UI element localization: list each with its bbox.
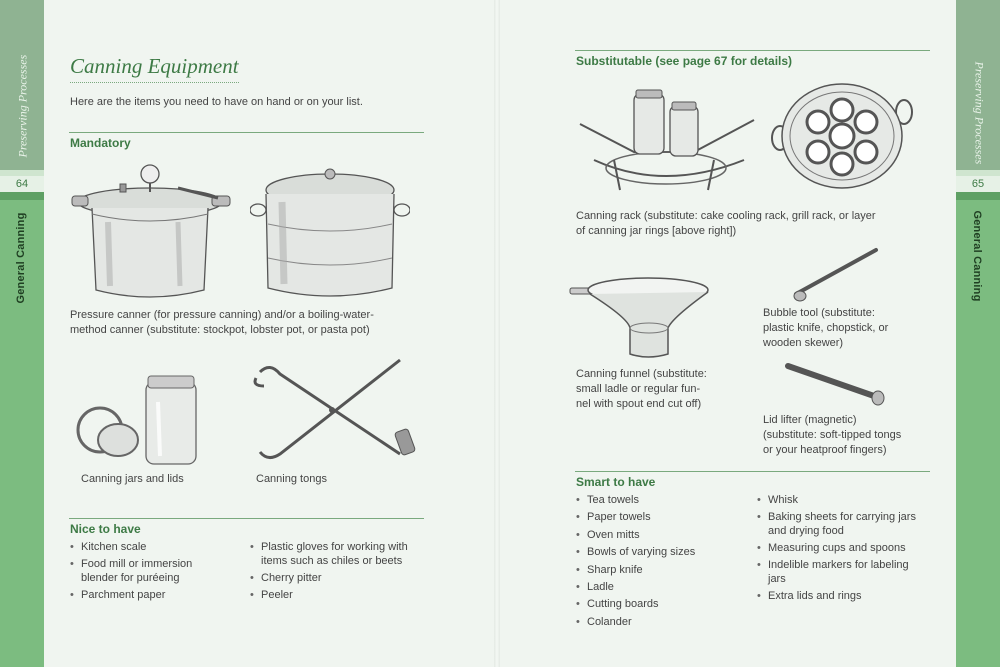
jars-and-lids-illustration	[74, 372, 214, 467]
list-item: • Ladle	[576, 580, 746, 594]
list-item: • Baking sheets for carrying jars and drying food	[757, 510, 917, 538]
list-item: • Extra lids and rings	[757, 589, 917, 603]
right-section-label: Preserving Processes	[972, 61, 987, 165]
rack-caption-line-2: of canning jar rings [above right])	[576, 225, 737, 237]
rack-caption	[576, 209, 876, 239]
nice-to-have-list-2	[250, 540, 425, 602]
list-item: • Sharp knife	[576, 563, 746, 577]
list-item: • Parchment paper	[70, 588, 230, 602]
list-item: • Indelible markers for labeling jars	[757, 558, 917, 586]
canner-caption	[70, 308, 374, 338]
canning-funnel-illustration	[568, 268, 713, 363]
canning-tongs-illustration	[250, 358, 425, 468]
lifter-caption-line: (substitute: soft-tipped tongs	[763, 429, 902, 441]
list-item: • Plastic gloves for working with items such as chiles or beets	[250, 540, 425, 568]
stockpot-illustration	[250, 162, 410, 307]
nice-to-have-heading: Nice to have	[70, 522, 141, 536]
list-item: • Colander	[576, 615, 746, 629]
bubble-caption-line: plastic knife, chopstick, or	[763, 322, 889, 334]
canner-caption-line-1: Pressure canner (for pressure canning) and/or a boiling-water-	[70, 309, 374, 321]
lifter-caption-line: Lid lifter (magnetic)	[763, 414, 857, 426]
list-item: • Paper towels	[576, 510, 746, 524]
lifter-caption-line: or your heatproof fingers)	[763, 444, 887, 456]
bubble-tool-caption	[763, 306, 888, 351]
funnel-caption-line: small ladle or regular fun-	[576, 383, 701, 395]
funnel-caption	[576, 367, 707, 412]
mandatory-rule	[69, 132, 424, 133]
list-item: • Food mill or immersion blender for puréeing	[70, 557, 230, 585]
right-side-tab	[956, 0, 1000, 667]
bubble-caption-line: wooden skewer)	[763, 337, 844, 349]
funnel-caption-line: nel with spout end cut off)	[576, 398, 702, 410]
intro-text: Here are the items you need to have on hand or on your list.	[70, 96, 363, 108]
smart-heading: Smart to have	[576, 475, 656, 489]
left-side-tab	[0, 0, 44, 667]
smart-list-1	[576, 493, 746, 629]
right-chapter-label: General Canning	[971, 210, 983, 302]
nice-to-have-rule	[69, 518, 424, 519]
bubble-tool-illustration	[788, 244, 883, 306]
list-item: • Bowls of varying sizes	[576, 545, 746, 559]
canner-caption-line-2: method canner (substitute: stockpot, lobster pot, or pasta pot)	[70, 324, 370, 336]
right-page-number: 65	[956, 176, 1000, 192]
left-page-number: 64	[0, 176, 44, 192]
list-item: • Cutting boards	[576, 597, 746, 611]
list-item: • Tea towels	[576, 493, 746, 507]
list-item: • Cherry pitter	[250, 571, 425, 585]
list-item: • Peeler	[250, 588, 425, 602]
list-item: • Whisk	[757, 493, 917, 507]
canning-rack-illustration	[574, 80, 759, 205]
pressure-canner-illustration	[68, 162, 238, 312]
list-item: • Measuring cups and spoons	[757, 541, 917, 555]
smart-list-2	[757, 493, 917, 603]
jars-caption: Canning jars and lids	[81, 473, 184, 485]
funnel-caption-line: Canning funnel (substitute:	[576, 368, 707, 380]
left-section-label: Preserving Processes	[15, 54, 30, 158]
smart-rule	[575, 471, 930, 472]
jar-rings-illustration	[766, 78, 916, 198]
mandatory-heading: Mandatory	[70, 136, 131, 150]
bubble-caption-line: Bubble tool (substitute:	[763, 307, 875, 319]
list-item: • Kitchen scale	[70, 540, 230, 554]
substitutable-heading: Substitutable (see page 67 for details)	[576, 54, 793, 68]
lid-lifter-caption	[763, 413, 901, 458]
tongs-caption: Canning tongs	[256, 473, 327, 485]
page-title: Canning Equipment	[70, 54, 239, 83]
substitutable-rule	[575, 50, 930, 51]
nice-to-have-list-1	[70, 540, 230, 602]
rack-caption-line-1: Canning rack (substitute: cake cooling rack, grill rack, or layer	[576, 210, 876, 222]
lid-lifter-illustration	[782, 358, 887, 408]
left-chapter-label: General Canning	[15, 212, 27, 304]
list-item: • Oven mitts	[576, 528, 746, 542]
